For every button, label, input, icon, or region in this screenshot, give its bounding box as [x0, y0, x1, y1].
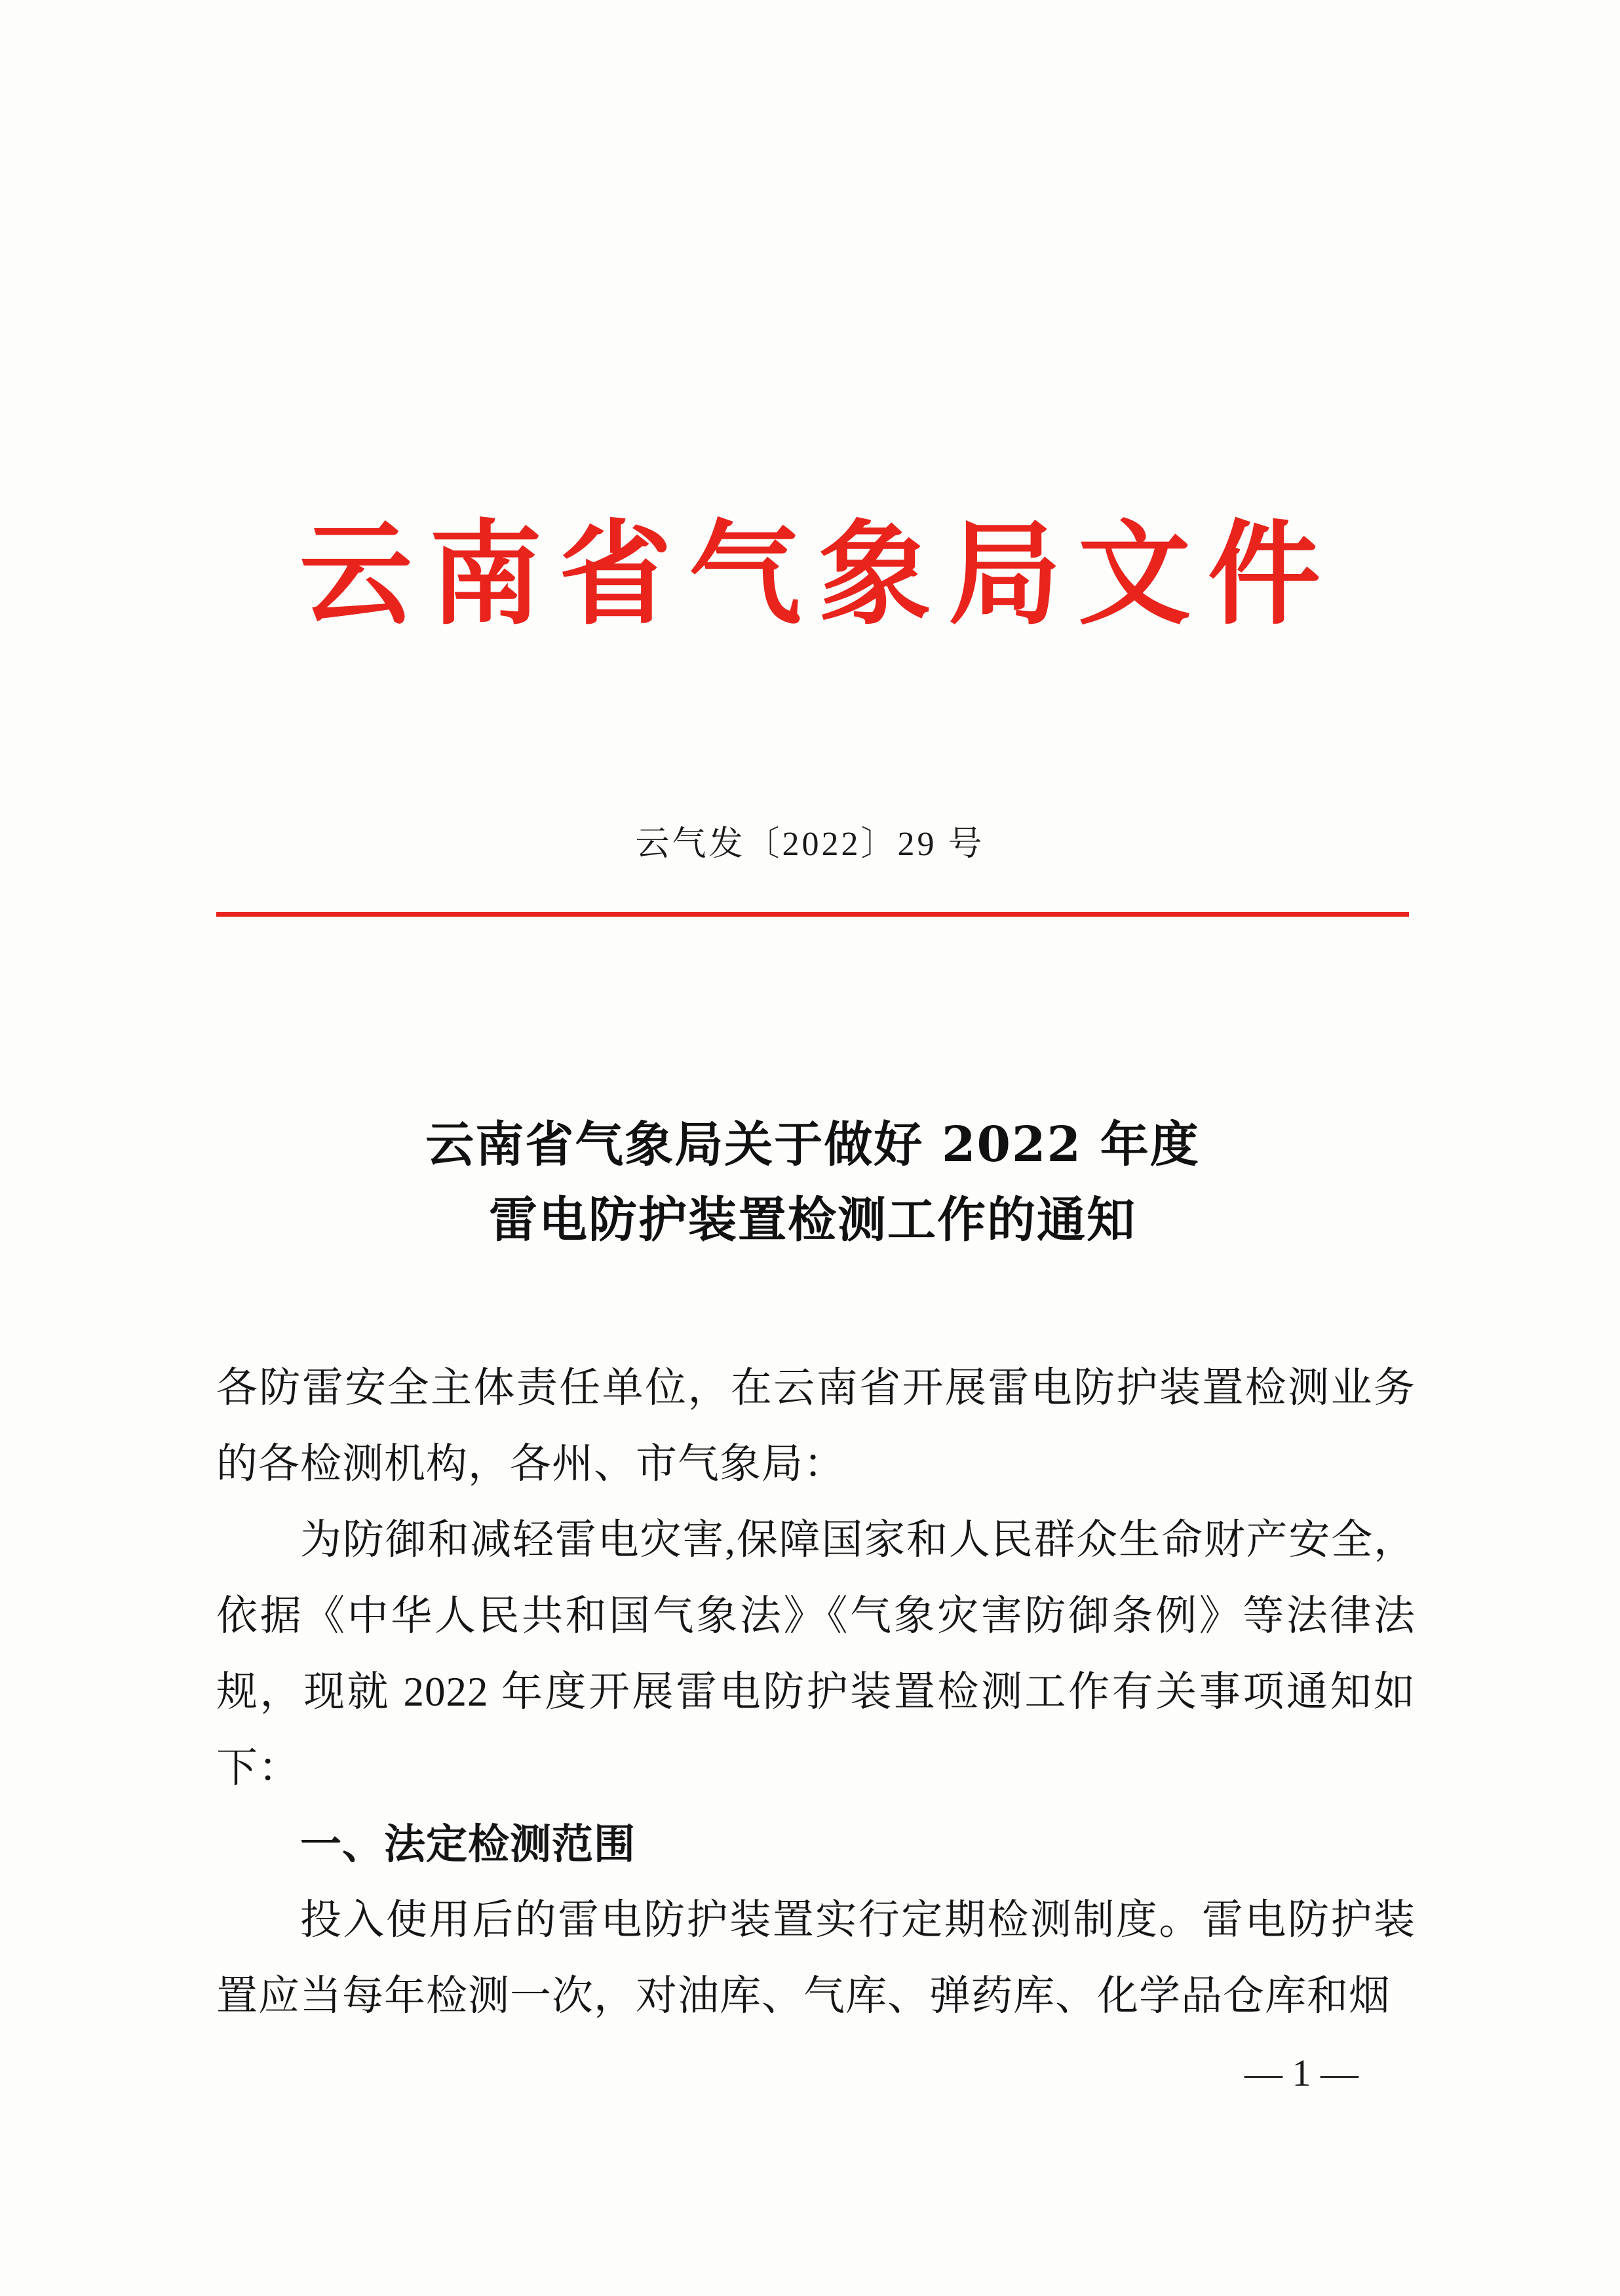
- masthead: [0, 507, 1620, 640]
- page-title-line-2: 雷电防护装置检测工作的通知: [489, 1191, 1136, 1248]
- red-divider-rule: [216, 912, 1409, 917]
- page-title-line-1: 云南省气象局关于做好 2022 年度: [425, 1117, 1200, 1173]
- masthead-title: 云南省气象局文件: [299, 507, 1338, 640]
- document-number: 云气发〔2022〕29 号: [635, 826, 985, 863]
- document-body: [216, 1350, 1416, 2034]
- paragraph-preamble: 为防御和减轻雷电灾害,保障国家和人民群众生命财产安全，依据《中华人民共和国气象法》《气象灾害防御条例》等法律法规，现就 2022 年度开展雷电防护装置检测工作有关事项通知如下：: [216, 1517, 1416, 1791]
- paragraph-section-1-body: 投入使用后的雷电防护装置实行定期检测制度。雷电防护装置应当每年检测一次，对油库、气库、弹药库、化学品仓库和烟: [216, 1897, 1416, 2019]
- page-number: — 1 —: [1244, 2052, 1359, 2094]
- section-heading-1: 一、法定检测范围: [300, 1820, 636, 1868]
- paragraph-salutation: 各防雷安全主体责任单位，在云南省开展雷电防护装置检测业务的各检测机构，各州、市气象局：: [216, 1365, 1416, 1487]
- page-title: [216, 1107, 1409, 1257]
